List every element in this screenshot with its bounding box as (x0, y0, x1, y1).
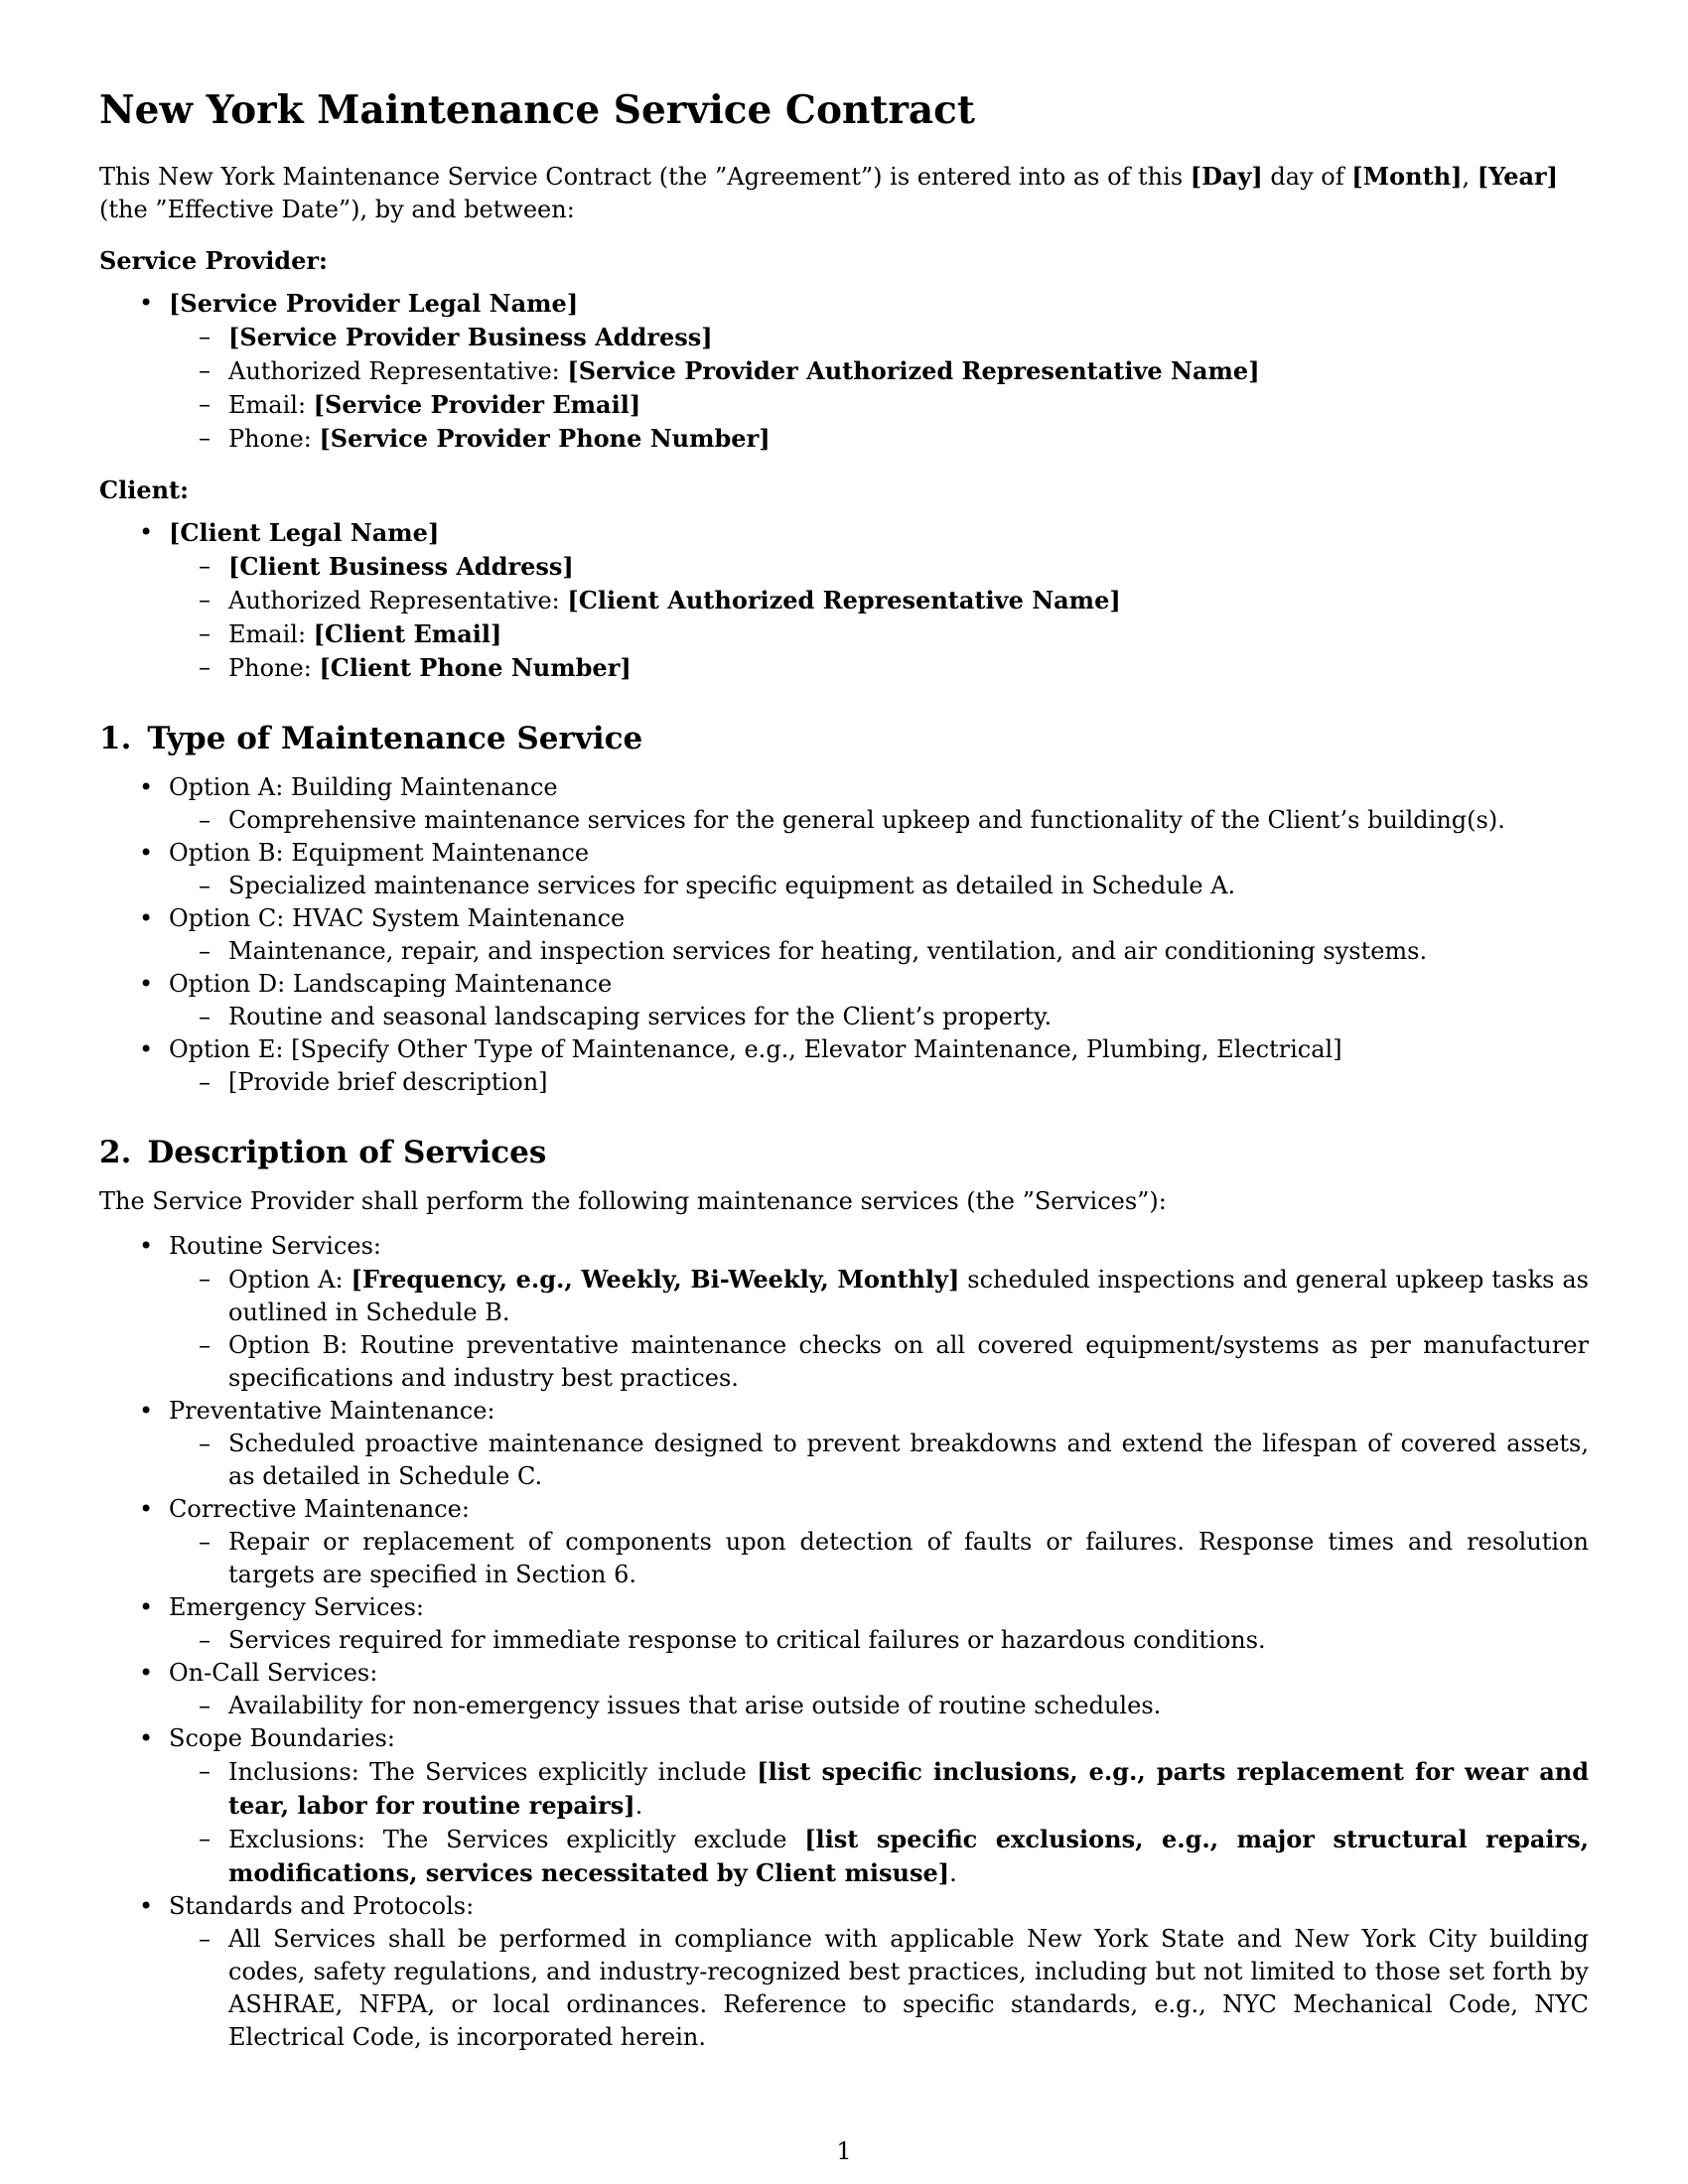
client-heading: Client: (99, 475, 189, 504)
provider-rep: [Service Provider Authorized Representative Name] (567, 355, 1260, 385)
provider-email-item (169, 388, 1589, 422)
option-item (99, 771, 1589, 837)
client-details (169, 550, 1589, 685)
corrective-label: Corrective Maintenance: (169, 1495, 470, 1524)
inclusions-post: . (634, 1792, 643, 1821)
routine-sublist (169, 1263, 1589, 1395)
preventative-item (99, 1395, 1589, 1493)
option-label: Option C: HVAC System Maintenance (169, 903, 626, 932)
client-address: [Client Business Address] (228, 551, 574, 581)
exclusions-list: [list specific exclusions, e.g., major structural repairs, modifications, services necessitated by Client misuse] (228, 1825, 1589, 1888)
section-2-number: 2. (99, 1134, 132, 1170)
routine-a-pre: Option A: (228, 1266, 352, 1295)
provider-name: [Service Provider Legal Name] (169, 288, 579, 318)
routine-label: Routine Services: (169, 1232, 381, 1261)
intro-day: [Day] (1190, 161, 1263, 191)
emergency-sublist (169, 1624, 1589, 1657)
emergency-desc: – Services required for immediate response to critical failures or hazardous conditions. (169, 1624, 1589, 1657)
option-item (99, 1033, 1589, 1099)
document-title: New York Maintenance Service Contract (99, 87, 975, 133)
section-1-number: 1. (99, 720, 132, 756)
exclusions-pre: Exclusions: The Services explicitly exclude (228, 1826, 805, 1854)
client-phone: [Client Phone Number] (319, 652, 632, 682)
standards-sublist (169, 1923, 1589, 2054)
document-page (99, 87, 1589, 2054)
client-rep: [Client Authorized Representative Name] (567, 585, 1121, 614)
provider-phone-item (169, 422, 1589, 456)
client-rep-label: Authorized Representative: (228, 586, 568, 614)
client-email-label: Email: (228, 619, 314, 648)
routine-option-b: – Option B: Routine preventative maintenance checks on all covered equipment/systems as per manufacturer specifications and industry best practices. (169, 1329, 1589, 1395)
provider-email-label: Email: (228, 390, 314, 419)
provider-address: [Service Provider Business Address] (228, 322, 713, 351)
maintenance-options-list (99, 771, 1589, 1099)
corrective-item (99, 1493, 1589, 1591)
emergency-item (99, 1591, 1589, 1657)
exclusions-post: . (949, 1859, 957, 1888)
intro-month: [Month] (1351, 161, 1463, 191)
scope-inclusions (169, 1755, 1589, 1823)
oncall-sublist (169, 1690, 1589, 1722)
client-phone-label: Phone: (228, 653, 320, 682)
intro-paragraph (99, 160, 1589, 226)
option-desc-list (169, 1066, 1589, 1099)
scope-exclusions (169, 1823, 1589, 1890)
option-desc: – [Provide brief description] (169, 1066, 1589, 1099)
option-desc-list (169, 804, 1589, 837)
option-label: Option E: [Specify Other Type of Maintenance, e.g., Elevator Maintenance, Plumbing, Electrical] (169, 1034, 1342, 1063)
section-1-title: Type of Maintenance Service (147, 720, 643, 756)
option-label: Option B: Equipment Maintenance (169, 838, 590, 867)
standards-desc: – All Services shall be performed in compliance with applicable New York State and New York City building codes, safety regulations, and industry-recognized best practices, including but not limited to those set forth by ASHRAE, NFPA, or local ordinances. Reference to specific standards, e.g., NYC Mechanical Code, NYC Electrical Code, is incorporated herein. (169, 1923, 1589, 2054)
preventative-desc: – Scheduled proactive maintenance designed to prevent breakdowns and extend the lifespan of covered assets, as detailed in Schedule C. (169, 1428, 1589, 1493)
corrective-sublist (169, 1526, 1589, 1591)
provider-phone: [Service Provider Phone Number] (319, 423, 771, 453)
option-label: Option D: Landscaping Maintenance (169, 969, 613, 998)
option-desc: – Maintenance, repair, and inspection services for heating, ventilation, and air conditioning systems. (169, 935, 1589, 968)
option-desc-list (169, 1001, 1589, 1033)
preventative-sublist (169, 1428, 1589, 1493)
oncall-desc: – Availability for non-emergency issues that arise outside of routine schedules. (169, 1690, 1589, 1722)
routine-a-post: scheduled inspections and general upkeep tasks as outlined in Schedule B. (228, 1266, 1589, 1327)
provider-rep-item (169, 354, 1589, 388)
client-name: [Client Legal Name] (169, 517, 440, 547)
section-1-heading (99, 721, 1589, 757)
scope-sublist (169, 1755, 1589, 1890)
provider-phone-label: Phone: (228, 424, 320, 453)
section-2-title: Description of Services (147, 1134, 547, 1170)
routine-option-a (169, 1263, 1589, 1329)
routine-a-frequency: [Frequency, e.g., Weekly, Bi-Weekly, Monthly] (351, 1265, 960, 1295)
provider-email: [Service Provider Email] (313, 389, 641, 419)
section-2-intro: The Service Provider shall perform the following maintenance services (the ”Services”): (99, 1187, 1167, 1216)
provider-address-item (169, 321, 1589, 354)
page-number: 1 (836, 2137, 852, 2165)
option-item (99, 902, 1589, 968)
client-list (99, 516, 1589, 685)
intro-text-4: (the ”Effective Date”), by and between: (99, 195, 575, 223)
option-desc: – Specialized maintenance services for specific equipment as detailed in Schedule A. (169, 870, 1589, 902)
option-label: Option A: Building Maintenance (169, 772, 558, 801)
intro-text-1: This New York Maintenance Service Contract (the ”Agreement”) is entered into as of this (99, 162, 1191, 191)
intro-text-3: , (1462, 162, 1477, 191)
option-desc-list (169, 935, 1589, 968)
corrective-desc: – Repair or replacement of components upon detection of faults or failures. Response times and resolution targets are specified in Section 6. (169, 1526, 1589, 1591)
provider-rep-label: Authorized Representative: (228, 356, 568, 385)
option-item (99, 968, 1589, 1033)
option-desc: – Comprehensive maintenance services for the general upkeep and functionality of the Client’s building(s). (169, 804, 1589, 837)
client-email-item (169, 617, 1589, 651)
emergency-label: Emergency Services: (169, 1593, 425, 1622)
client-phone-item (169, 651, 1589, 685)
provider-list (99, 287, 1589, 456)
intro-text-2: day of (1262, 162, 1352, 191)
preventative-label: Preventative Maintenance: (169, 1397, 495, 1426)
option-desc-list (169, 870, 1589, 902)
oncall-label: On-Call Services: (169, 1659, 378, 1688)
client-rep-item (169, 584, 1589, 617)
standards-item (99, 1890, 1589, 2054)
scope-label: Scope Boundaries: (169, 1724, 395, 1753)
section-2-heading (99, 1135, 1589, 1171)
standards-label: Standards and Protocols: (169, 1892, 475, 1921)
services-list (99, 1230, 1589, 2054)
inclusions-pre: Inclusions: The Services explicitly include (228, 1758, 758, 1787)
routine-services-item (99, 1230, 1589, 1395)
option-item (99, 837, 1589, 902)
intro-year: [Year] (1477, 161, 1559, 191)
option-desc: – Routine and seasonal landscaping services for the Client’s property. (169, 1001, 1589, 1033)
client-address-item (169, 550, 1589, 584)
client-email: [Client Email] (313, 618, 502, 648)
provider-details (169, 321, 1589, 456)
provider-heading: Service Provider: (99, 245, 328, 275)
oncall-item (99, 1657, 1589, 1722)
client-item (99, 516, 1589, 685)
inclusions-list: [list specific inclusions, e.g., parts replacement for wear and tear, labor for routine repairs] (228, 1757, 1589, 1821)
provider-item (99, 287, 1589, 456)
scope-item (99, 1722, 1589, 1890)
